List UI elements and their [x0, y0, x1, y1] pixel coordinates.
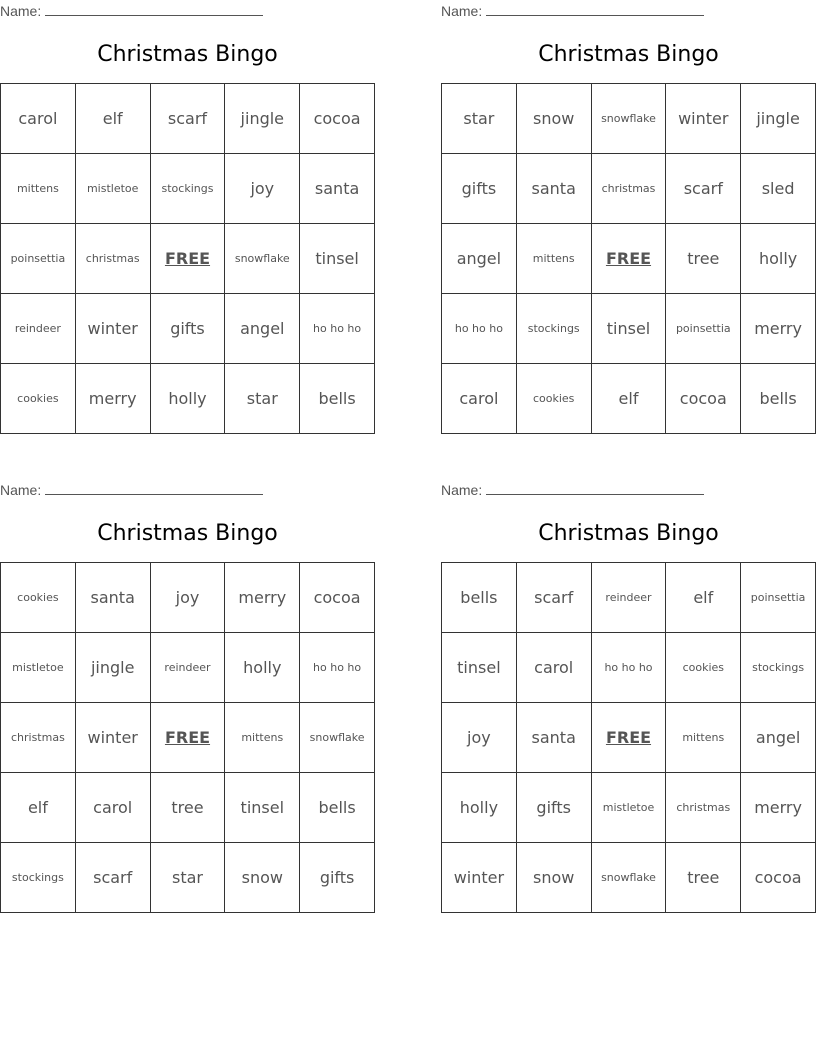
bingo-cell: bells — [300, 773, 375, 843]
bingo-cell: stockings — [741, 633, 816, 703]
name-blank-line — [486, 4, 704, 16]
bingo-cell: mittens — [666, 703, 741, 773]
name-blank-line — [486, 483, 704, 495]
bingo-cell: cookies — [1, 563, 76, 633]
bingo-cell: snow — [517, 843, 592, 913]
bingo-cell: gifts — [300, 843, 375, 913]
bingo-cell: snowflake — [592, 84, 667, 154]
bingo-cell: tinsel — [442, 633, 517, 703]
card-title: Christmas Bingo — [97, 521, 278, 546]
bingo-cell: merry — [741, 294, 816, 364]
bingo-cell: poinsettia — [666, 294, 741, 364]
bingo-cell: christmas — [666, 773, 741, 843]
bingo-card-2 — [441, 0, 816, 434]
free-space-cell: FREE — [151, 224, 226, 294]
bingo-cell: holly — [442, 773, 517, 843]
bingo-cell: winter — [442, 843, 517, 913]
name-field — [0, 3, 263, 19]
name-field — [441, 3, 704, 19]
bingo-cell: scarf — [151, 84, 226, 154]
bingo-cell: carol — [442, 364, 517, 434]
bingo-cell: jingle — [741, 84, 816, 154]
bingo-cell: ho ho ho — [300, 633, 375, 703]
bingo-cell: snowflake — [592, 843, 667, 913]
bingo-cell: star — [225, 364, 300, 434]
bingo-cell: cocoa — [300, 563, 375, 633]
bingo-cell: gifts — [442, 154, 517, 224]
bingo-cell: star — [442, 84, 517, 154]
bingo-grid — [0, 562, 375, 913]
bingo-cell: winter — [666, 84, 741, 154]
bingo-cell: elf — [666, 563, 741, 633]
bingo-card-3 — [0, 479, 375, 913]
bingo-cell: angel — [741, 703, 816, 773]
bingo-grid — [441, 562, 816, 913]
name-blank-line — [45, 4, 263, 16]
bingo-cell: poinsettia — [741, 563, 816, 633]
bingo-cell: angel — [225, 294, 300, 364]
bingo-cell: winter — [76, 703, 151, 773]
bingo-cell: mistletoe — [76, 154, 151, 224]
bingo-cell: ho ho ho — [300, 294, 375, 364]
bingo-cell: elf — [592, 364, 667, 434]
bingo-cell: sled — [741, 154, 816, 224]
bingo-cell: cocoa — [300, 84, 375, 154]
bingo-cell: poinsettia — [1, 224, 76, 294]
bingo-grid — [0, 83, 375, 434]
bingo-cell: reindeer — [1, 294, 76, 364]
bingo-cell: star — [151, 843, 226, 913]
bingo-cell: gifts — [151, 294, 226, 364]
name-label: Name: — [0, 3, 42, 19]
bingo-cell: snow — [517, 84, 592, 154]
name-blank-line — [45, 483, 263, 495]
bingo-cell: tinsel — [225, 773, 300, 843]
bingo-cell: mittens — [225, 703, 300, 773]
bingo-cell: cookies — [1, 364, 76, 434]
bingo-cell: cookies — [666, 633, 741, 703]
bingo-cell: carol — [1, 84, 76, 154]
bingo-cell: snow — [225, 843, 300, 913]
bingo-cell: bells — [300, 364, 375, 434]
bingo-cell: joy — [151, 563, 226, 633]
card-title: Christmas Bingo — [538, 521, 719, 546]
bingo-card-4 — [441, 479, 816, 913]
name-label: Name: — [441, 3, 483, 19]
bingo-cell: snowflake — [300, 703, 375, 773]
bingo-cell: joy — [442, 703, 517, 773]
bingo-cell: santa — [517, 703, 592, 773]
free-space-cell: FREE — [151, 703, 226, 773]
name-field — [441, 482, 704, 498]
bingo-cell: mittens — [517, 224, 592, 294]
bingo-cell: santa — [76, 563, 151, 633]
bingo-cell: elf — [1, 773, 76, 843]
bingo-cell: christmas — [592, 154, 667, 224]
bingo-cell: winter — [76, 294, 151, 364]
bingo-cell: tree — [151, 773, 226, 843]
free-space-cell: FREE — [592, 224, 667, 294]
bingo-cell: carol — [517, 633, 592, 703]
free-space-cell: FREE — [592, 703, 667, 773]
bingo-card-1 — [0, 0, 375, 434]
bingo-cell: scarf — [76, 843, 151, 913]
bingo-cell: bells — [442, 563, 517, 633]
bingo-cell: ho ho ho — [442, 294, 517, 364]
bingo-cell: tree — [666, 843, 741, 913]
bingo-cell: mistletoe — [592, 773, 667, 843]
bingo-cell: santa — [300, 154, 375, 224]
bingo-cell: jingle — [225, 84, 300, 154]
bingo-cell: cocoa — [741, 843, 816, 913]
bingo-cell: reindeer — [592, 563, 667, 633]
bingo-cell: merry — [741, 773, 816, 843]
bingo-cell: tree — [666, 224, 741, 294]
bingo-cell: stockings — [1, 843, 76, 913]
bingo-cell: mittens — [1, 154, 76, 224]
bingo-cell: reindeer — [151, 633, 226, 703]
bingo-cell: christmas — [1, 703, 76, 773]
bingo-grid — [441, 83, 816, 434]
card-title: Christmas Bingo — [97, 42, 278, 67]
bingo-cell: holly — [151, 364, 226, 434]
bingo-cell: stockings — [517, 294, 592, 364]
bingo-cell: jingle — [76, 633, 151, 703]
bingo-cell: cocoa — [666, 364, 741, 434]
bingo-cell: tinsel — [300, 224, 375, 294]
bingo-cell: elf — [76, 84, 151, 154]
bingo-cell: holly — [225, 633, 300, 703]
card-title: Christmas Bingo — [538, 42, 719, 67]
name-field — [0, 482, 263, 498]
name-label: Name: — [441, 482, 483, 498]
bingo-cell: santa — [517, 154, 592, 224]
bingo-cell: tinsel — [592, 294, 667, 364]
bingo-cell: scarf — [666, 154, 741, 224]
bingo-cell: gifts — [517, 773, 592, 843]
bingo-cell: ho ho ho — [592, 633, 667, 703]
bingo-cell: merry — [76, 364, 151, 434]
bingo-cell: cookies — [517, 364, 592, 434]
bingo-cell: mistletoe — [1, 633, 76, 703]
bingo-cell: holly — [741, 224, 816, 294]
bingo-cell: angel — [442, 224, 517, 294]
bingo-cell: bells — [741, 364, 816, 434]
bingo-cell: carol — [76, 773, 151, 843]
bingo-cell: merry — [225, 563, 300, 633]
name-label: Name: — [0, 482, 42, 498]
bingo-cell: scarf — [517, 563, 592, 633]
bingo-cell: stockings — [151, 154, 226, 224]
bingo-cell: snowflake — [225, 224, 300, 294]
bingo-cell: christmas — [76, 224, 151, 294]
bingo-cell: joy — [225, 154, 300, 224]
